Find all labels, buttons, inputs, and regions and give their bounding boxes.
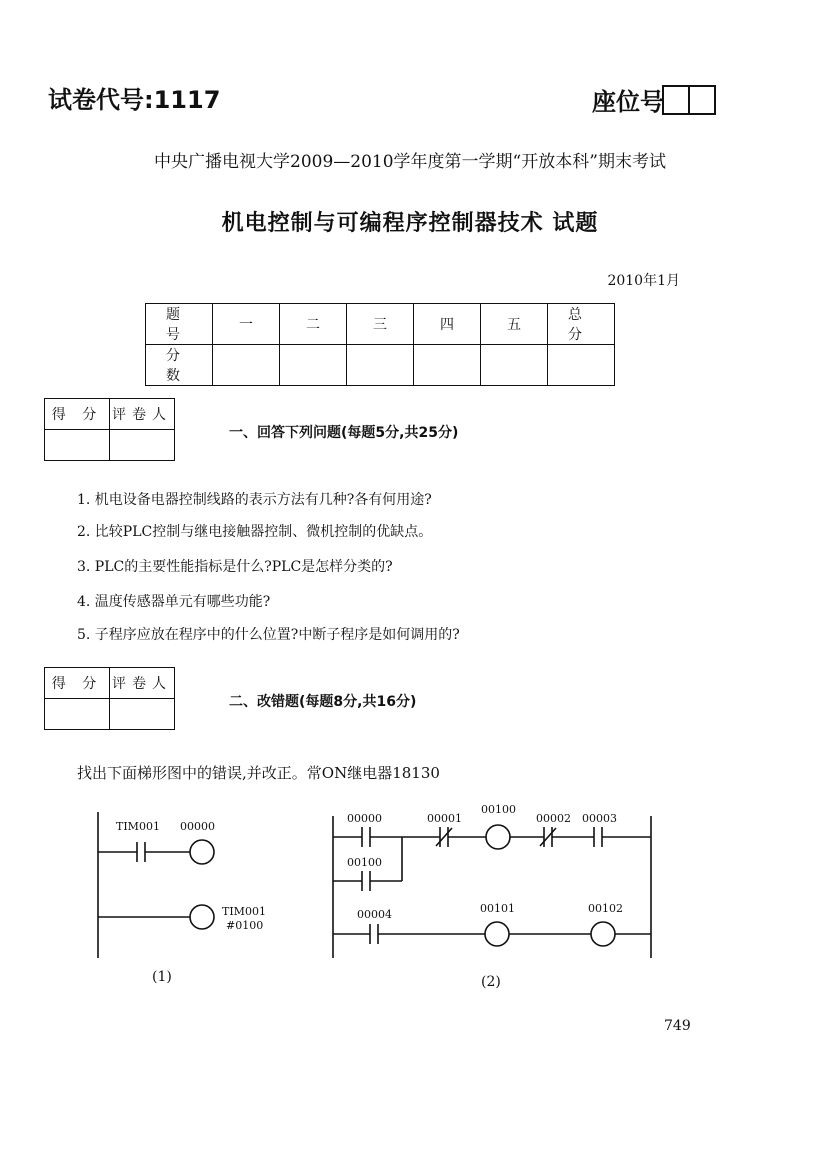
timer-label: TIM001 (222, 905, 266, 918)
contact-label: 00002 (536, 812, 571, 825)
section-1-title: 一、回答下列问题(每题5分,共25分) (229, 425, 459, 441)
timer-coil-icon (190, 905, 214, 929)
score-table-cell: 三 (347, 304, 414, 345)
question-item: 2. 比较PLC控制与继电接触器控制、微机控制的优缺点。 (77, 524, 433, 540)
contact-label: 00001 (427, 812, 462, 825)
coil-label: 00100 (481, 803, 516, 816)
score-table-cell: 分 数 (146, 345, 213, 386)
diagram-2-caption: (2) (481, 974, 501, 990)
score-label: 得 分 (45, 668, 110, 699)
contact-label: 00004 (357, 908, 392, 921)
exam-title: 机电控制与可编程序控制器技术 试题 (221, 211, 599, 236)
score-table-cell: 一 (213, 304, 280, 345)
coil-icon (485, 922, 509, 946)
coil-label: 00101 (480, 902, 515, 915)
exam-header: 中央广播电视大学2009—2010学年度第一学期“开放本科”期末考试 (154, 152, 666, 172)
timer-value: #0100 (226, 919, 264, 932)
contact-label: TIM001 (116, 820, 160, 833)
score-label: 得 分 (45, 399, 110, 430)
score-table-cell: 五 (481, 304, 548, 345)
coil-label: 00000 (180, 820, 215, 833)
coil-label: 00102 (588, 902, 623, 915)
coil-icon (486, 825, 510, 849)
section-2-title: 二、改错题(每题8分,共16分) (229, 694, 417, 710)
exam-date: 2010年1月 (607, 273, 680, 289)
ladder-diagram-2 (333, 816, 651, 958)
question-item: 5. 子程序应放在程序中的什么位置?中断子程序是如何调用的? (77, 627, 460, 643)
grader-label: 评卷人 (110, 668, 175, 699)
question-item: 3. PLC的主要性能指标是什么?PLC是怎样分类的? (77, 559, 393, 575)
diagram-1-caption: (1) (152, 969, 172, 985)
score-table-cell: 二 (280, 304, 347, 345)
contact-label: 00100 (347, 856, 382, 869)
score-table-cell: 四 (414, 304, 481, 345)
question-item: 1. 机电设备电器控制线路的表示方法有几种?各有何用途? (77, 492, 432, 508)
paper-code: 试卷代号:1117 (48, 86, 221, 114)
page-number: 749 (664, 1018, 691, 1034)
contact-label: 00003 (582, 812, 617, 825)
seat-label: 座位号 (592, 88, 664, 116)
score-table-cell: 题 号 (146, 304, 213, 345)
instruction-text: 找出下面梯形图中的错误,并改正。常ON继电器18130 (77, 764, 440, 782)
grader-label: 评卷人 (110, 399, 175, 430)
ladder-diagram-1 (98, 812, 214, 958)
coil-icon (190, 840, 214, 864)
question-item: 4. 温度传感器单元有哪些功能? (77, 594, 271, 610)
coil-icon (591, 922, 615, 946)
score-table-cell: 总 分 (548, 304, 615, 345)
contact-label: 00000 (347, 812, 382, 825)
